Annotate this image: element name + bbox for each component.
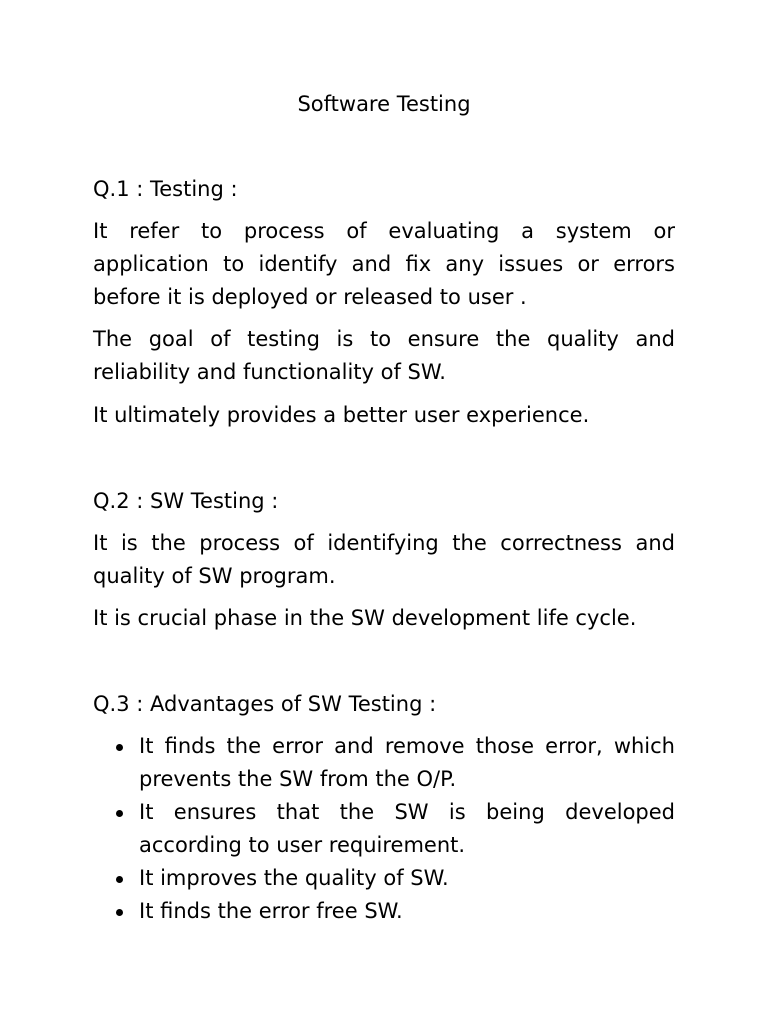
section-q2-body-2 bbox=[93, 602, 675, 635]
advantages-list-container bbox=[93, 730, 675, 928]
section-heading: Q.3 : Advantages of SW Testing : bbox=[93, 692, 437, 716]
list-item-text: It improves the quality of SW. bbox=[139, 866, 449, 890]
list-item bbox=[93, 862, 675, 895]
bullet-icon bbox=[116, 909, 123, 916]
paragraph: It ultimately provides a better user experience. bbox=[93, 403, 590, 427]
section-q2 bbox=[93, 485, 675, 517]
paragraph: The goal of testing is to ensure the quality and reliability and functionality of SW. bbox=[93, 327, 675, 384]
section-q3 bbox=[93, 688, 675, 720]
section-heading: Q.2 : SW Testing : bbox=[93, 489, 279, 513]
list-item bbox=[93, 796, 675, 862]
bullet-icon bbox=[116, 810, 123, 817]
section-q2-body bbox=[93, 527, 675, 593]
list-item-text: It finds the error free SW. bbox=[139, 899, 403, 923]
list-item-text: It ensures that the SW is being developed according to user requirement. bbox=[139, 800, 675, 857]
paragraph: It refer to process of evaluating a system or application to identify and fix any issues or errors before it is deployed or released to user . bbox=[93, 219, 675, 309]
section-q1-body-2 bbox=[93, 323, 675, 389]
document-title: Software Testing bbox=[297, 92, 471, 116]
list-item-text: It finds the error and remove those error, which prevents the SW from the O/P. bbox=[139, 734, 675, 791]
paragraph: It is crucial phase in the SW development life cycle. bbox=[93, 606, 637, 630]
section-heading: Q.1 : Testing : bbox=[93, 177, 238, 201]
section-q1-body bbox=[93, 215, 675, 314]
section-q1 bbox=[93, 173, 675, 205]
bullet-icon bbox=[116, 744, 123, 751]
list-item bbox=[93, 730, 675, 796]
bullet-icon bbox=[116, 876, 123, 883]
paragraph: It is the process of identifying the correctness and quality of SW program. bbox=[93, 531, 675, 588]
section-q1-body-3 bbox=[93, 399, 675, 432]
list-item bbox=[93, 895, 675, 928]
advantages-list bbox=[93, 730, 675, 928]
